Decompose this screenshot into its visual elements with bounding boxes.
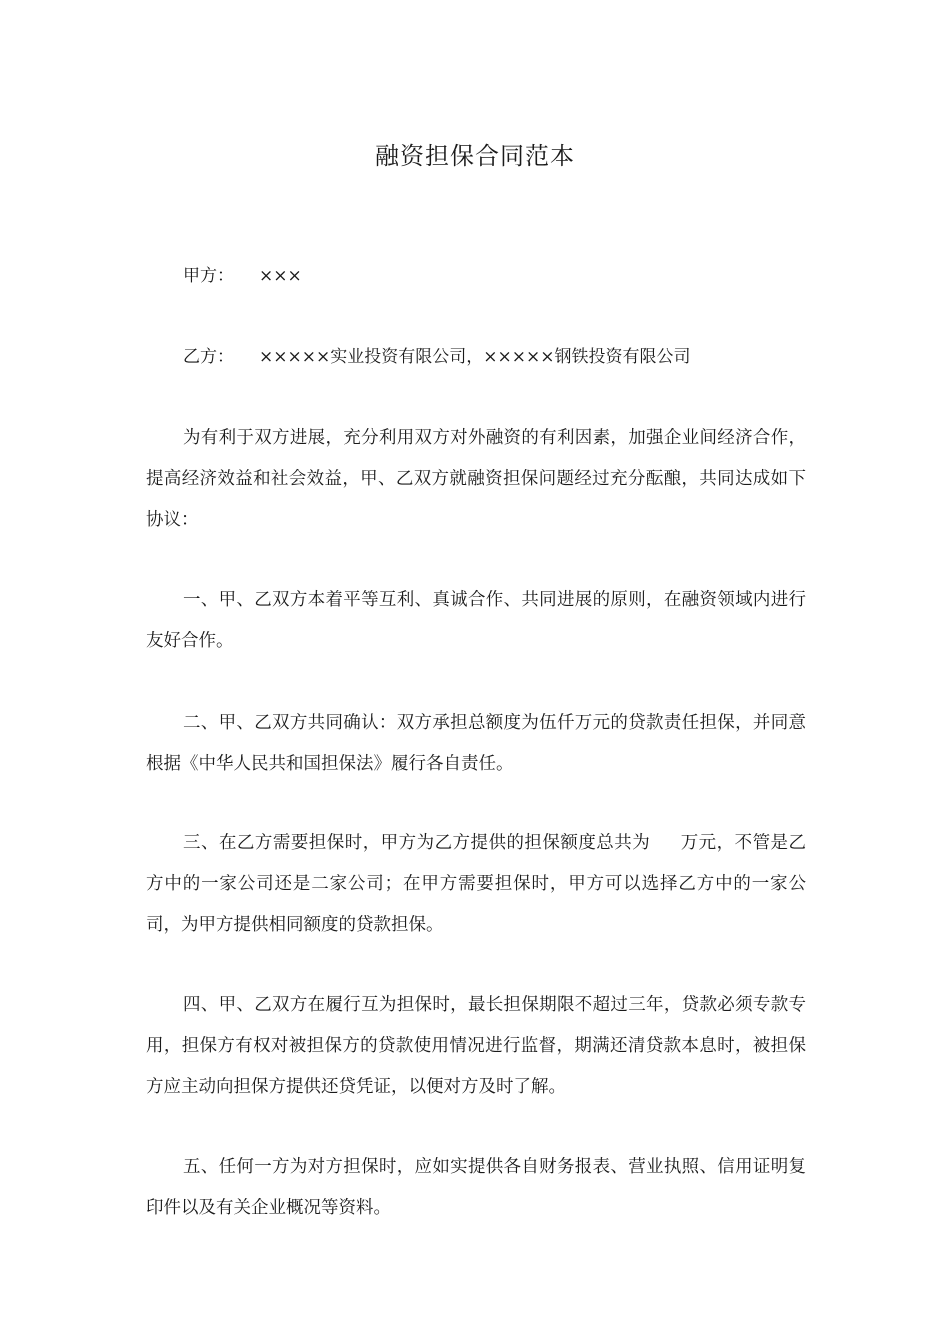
clause-1: 一、甲、乙双方本着平等互利、真诚合作、共同进展的原则，在融资领域内进行友好合作。 — [146, 590, 806, 651]
clause-3-part2: 万元，不管是乙方中的一家公司还是二家公司；在甲方需要担保时，甲方可以选择乙方中的一家公司，为甲方提供相同额度的贷款担保。 — [146, 833, 807, 935]
party-a-line — [183, 264, 302, 288]
party-b-value: ×××××实业投资有限公司，×××××钢铁投资有限公司 — [259, 347, 691, 367]
intro-paragraph: 为有利于双方进展，充分利用双方对外融资的有利因素，加强企业间经济合作，提高经济效益和社会效益，甲、乙双方就融资担保问题经过充分酝酿，共同达成如下协议： — [146, 428, 806, 530]
clause-3 — [146, 823, 806, 946]
clause-3-part1: 三、在乙方需要担保时，甲方为乙方提供的担保额度总共为 — [183, 833, 651, 853]
party-b-label: 乙方： — [183, 347, 234, 367]
party-a-value: ××× — [259, 266, 302, 286]
clause-2: 二、甲、乙双方共同确认：双方承担总额度为伍仟万元的贷款责任担保，并同意根据《中华人民共和国担保法》履行各自责任。 — [146, 713, 806, 774]
clause-5: 五、任何一方为对方担保时，应如实提供各自财务报表、营业执照、信用证明复印件以及有关企业概况等资料。 — [146, 1157, 806, 1218]
clause-4: 四、甲、乙双方在履行互为担保时，最长担保期限不超过三年，贷款必须专款专用，担保方有权对被担保方的贷款使用情况进行监督，期满还清贷款本息时，被担保方应主动向担保方提供还贷凭证，以便对方及时了解。 — [146, 995, 806, 1097]
party-a-label: 甲方： — [183, 266, 234, 286]
party-b-line — [183, 345, 690, 369]
document-title: 融资担保合同范本 — [375, 142, 575, 170]
